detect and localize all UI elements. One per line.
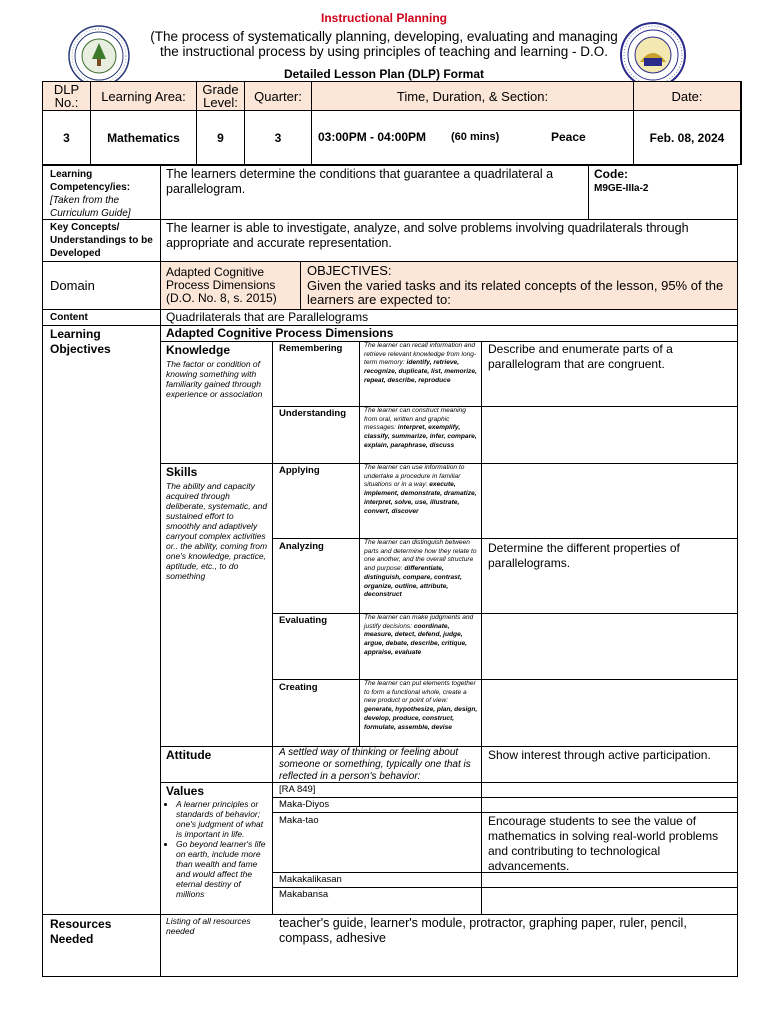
- level-creating-desc: [364, 680, 479, 732]
- objective-values: Encourage students to see the value of mathematics in solving real-world problems and contributing to technological advancements.: [488, 814, 719, 873]
- values-bullet-2: • Go beyond learner's life on earth, include more than wealth and fame and would affect the eternal destiny of millions: [176, 839, 270, 899]
- value-duration: (60 mins): [451, 131, 500, 143]
- skills-desc: The ability and capacity acquired through deliberate, systematic, and sustained effort to smoothly and adaptively carryout complex activities or.. the ability, coming from one's knowledge, practice, aptitude, etc., to do something: [166, 481, 268, 581]
- level-evaluating-desc-text: The learner can make judgments and justify decisions:: [364, 614, 474, 630]
- level-analyzing-desc-text: The learner can distinguish between parts and determine how they relate to one another, and the overall structure and purpose:: [364, 539, 477, 573]
- resources-text: teacher's guide, learner's module, protractor, graphing paper, ruler, pencil, compass, adhesive: [279, 916, 687, 945]
- competency-label: [50, 168, 158, 220]
- level-applying-name: Applying: [279, 465, 320, 476]
- header-title: Instructional Planning: [320, 11, 447, 25]
- knowledge-title: Knowledge: [166, 343, 231, 357]
- content-label: Content: [50, 312, 88, 323]
- value-date: Feb. 08, 2024: [649, 131, 725, 145]
- level-remembering-verbs: identify, retrieve, recognize, duplicate, list, memorize, repeat, describe, reproduce: [364, 359, 477, 384]
- value-dlp-no: 3: [63, 131, 70, 145]
- values-item-makakalikasan: Makakalikasan: [279, 874, 342, 885]
- competency-text: The learners determine the conditions that guarantee a quadrilateral a parallelogram.: [166, 167, 554, 196]
- objectives-title: OBJECTIVES:: [307, 263, 392, 278]
- competency-label-text: Learning Competency/ies:: [50, 169, 131, 193]
- header-quarter: Quarter:: [254, 88, 302, 104]
- level-remembering-name: Remembering: [279, 343, 343, 354]
- level-understanding-desc: [364, 407, 479, 451]
- level-evaluating-verbs: coordinate, measure, detect, defend, judge, argue, debate, describe, critique, appraise, evaluate: [364, 622, 467, 656]
- key-concepts-text: The learner is able to investigate, analyze, and solve problems involving quadrilaterals through appropriate and accurate representation.: [166, 221, 689, 250]
- attitude-title: Attitude: [166, 748, 212, 762]
- value-section: Peace: [551, 130, 586, 144]
- values-title: Values: [166, 784, 205, 798]
- header-date: Date:: [671, 88, 703, 104]
- value-time: 03:00PM - 04:00PM: [318, 130, 427, 144]
- values-item-ra849: [RA 849]: [279, 784, 316, 795]
- level-analyzing-name: Analyzing: [279, 541, 324, 552]
- header-subtitle-line2: the instructional process by using principles of teaching and learning - D.O.: [160, 44, 608, 59]
- objectives-intro: [307, 264, 735, 308]
- level-analyzing-verbs: differentiate, distinguish, compare, contrast, organize, outline, attribute, deconstruct: [364, 565, 462, 599]
- resources-note: Listing of all resources needed: [166, 916, 251, 936]
- header-subtitle: [130, 29, 638, 59]
- skills-title: Skills: [166, 465, 198, 479]
- level-remembering-desc: [364, 342, 479, 386]
- knowledge-desc: The factor or condition of knowing something with familiarity gained through experience or association: [166, 359, 263, 399]
- attitude-desc: A settled way of thinking or feeling about someone or something, typically one that is reflected in a person's behavior:: [279, 747, 471, 782]
- level-analyzing-desc: [364, 539, 479, 600]
- header-grade-level: Grade Level:: [202, 82, 239, 110]
- key-concepts-label: Key Concepts/ Understandings to be Developed: [50, 222, 153, 259]
- level-creating-desc-text: The learner can put elements together to form a functional whole, create a new product or point of view:: [364, 680, 476, 705]
- header-subtitle-line1: (The process of systematically planning, developing, evaluating and managing: [150, 29, 618, 44]
- level-understanding-name: Understanding: [279, 408, 347, 419]
- competency-label-note: [Taken from the Curriculum Guide]: [50, 195, 131, 219]
- objectives-text: Given the varied tasks and its related concepts of the lesson, 95% of the learners are expected to:: [307, 277, 724, 307]
- code-value: M9GE-IIIa-2: [594, 183, 649, 194]
- value-grade-level: 9: [217, 131, 224, 145]
- value-learning-area: Mathematics: [107, 131, 180, 145]
- resources-label: Resources Needed: [50, 917, 112, 946]
- learning-objectives-label: Learning Objectives: [50, 327, 111, 356]
- domain-adapted: Adapted Cognitive Process Dimensions (D.O. No. 8, s. 2015): [166, 265, 277, 305]
- level-applying-desc: [364, 464, 479, 516]
- value-quarter: 3: [274, 131, 282, 145]
- dimensions-title: Adapted Cognitive Process Dimensions: [166, 326, 394, 340]
- level-creating-name: Creating: [279, 682, 318, 693]
- level-evaluating-desc: [364, 614, 479, 658]
- values-bullet-1: • A learner principles or standards of behavior; one's judgment of what is important in life.: [176, 799, 270, 839]
- content-text: Quadrilaterals that are Parallelograms: [166, 310, 369, 324]
- values-item-makabansa: Makabansa: [279, 889, 329, 900]
- level-applying-desc-text: The learner can use information to undertake a procedure in familiar situations or in a way:: [364, 464, 465, 489]
- level-remembering-desc-text: The learner can recall information and retrieve relevant knowledge from long-term memory:: [364, 342, 477, 367]
- level-evaluating-name: Evaluating: [279, 615, 328, 626]
- objective-analyzing: Determine the different properties of parallelograms.: [488, 541, 680, 570]
- deped-seal-icon: [620, 22, 686, 88]
- values-item-maka-diyos: Maka-Diyos: [279, 799, 330, 810]
- level-creating-verbs: generate, hypothesize, plan, design, develop, produce, construct, formulate, assemble, devise: [364, 706, 478, 731]
- level-understanding-verbs: interpret, exemplify, classify, summarize, infer, compare, explain, paraphrase, discuss: [364, 424, 477, 449]
- code-label: Code:: [594, 167, 628, 181]
- school-seal-icon: [68, 25, 130, 87]
- header-time-section: Time, Duration, & Section:: [396, 88, 549, 104]
- form-title: Detailed Lesson Plan (DLP) Format: [283, 67, 485, 81]
- values-item-maka-tao: Maka-tao: [279, 815, 319, 826]
- objective-remembering: Describe and enumerate parts of a parallelogram that are congruent.: [488, 342, 673, 371]
- level-understanding-desc-text: The learner can construct meaning from oral, written and graphic messages:: [364, 407, 466, 432]
- objective-attitude: Show interest through active participation.: [488, 748, 711, 762]
- domain-label: Domain: [50, 278, 95, 293]
- level-applying-verbs: execute, implement, demonstrate, dramatize, interpret, solve, use, illustrate, convert, discover: [364, 481, 477, 515]
- values-desc: [166, 799, 270, 899]
- header-dlp-no: DLP No.:: [53, 82, 80, 110]
- header-learning-area: Learning Area:: [101, 88, 186, 104]
